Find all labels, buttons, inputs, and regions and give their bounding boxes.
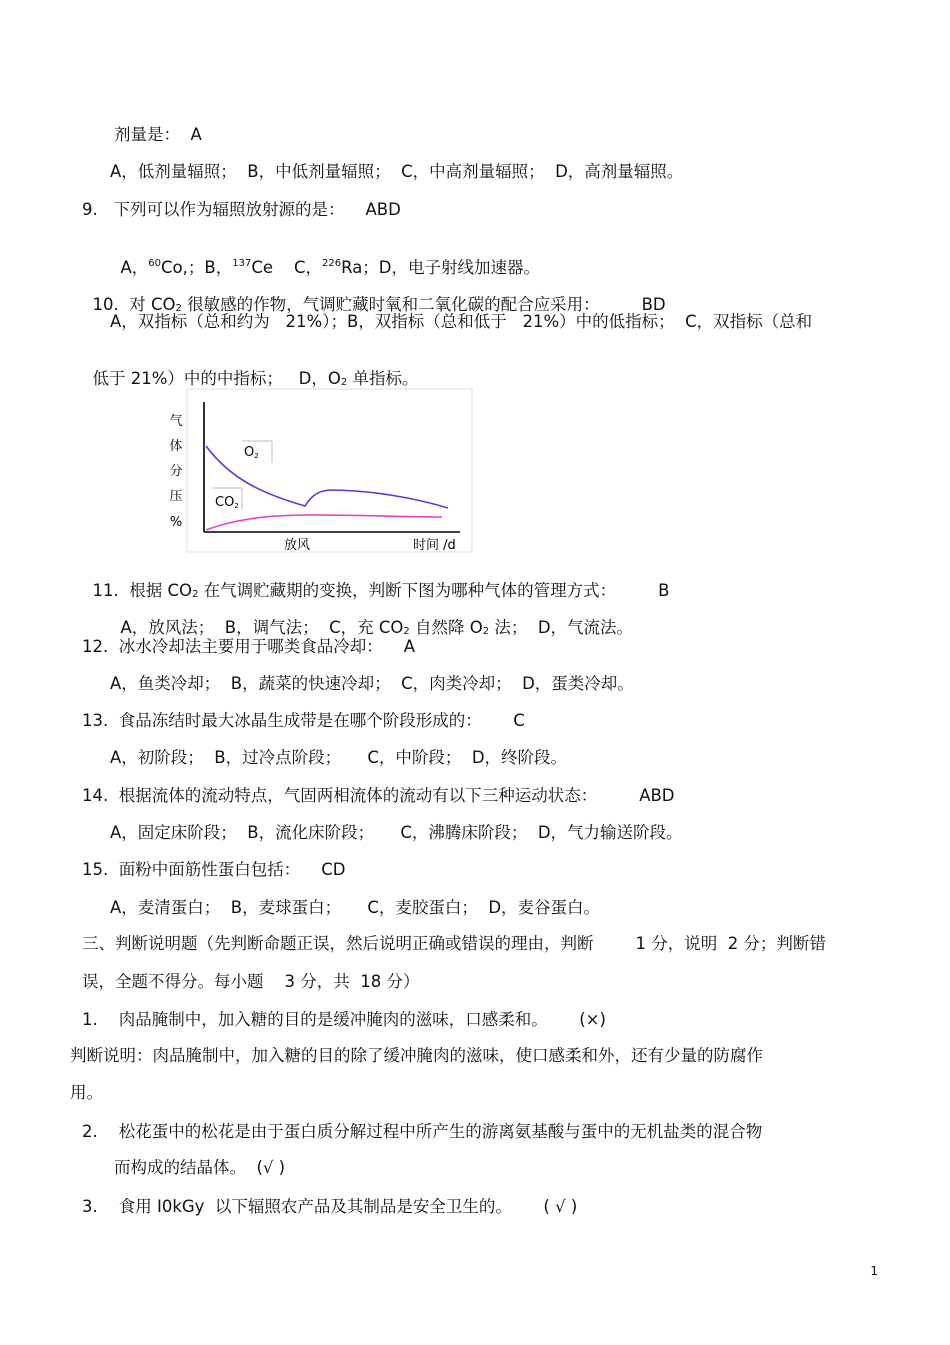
question-12-options xyxy=(110,674,634,694)
question-14-options xyxy=(110,823,683,843)
text-l07c: 单指标。 xyxy=(347,369,419,388)
ylabel-char: % xyxy=(169,515,183,530)
text-l03: 9. 下列可以作为辐照放射源的是： ABD xyxy=(82,200,401,219)
judge-2 xyxy=(82,1122,762,1142)
question-14 xyxy=(82,786,675,806)
ylabel-char: 体 xyxy=(169,439,183,454)
co2-label: CO2 xyxy=(215,495,239,510)
co2-curve xyxy=(206,515,442,530)
judge-2-cont xyxy=(114,1158,285,1178)
x-tick-label: 放风 xyxy=(284,538,311,553)
judge-1-explanation xyxy=(70,1046,763,1066)
ylabel-char: 分 xyxy=(169,464,183,479)
question-13 xyxy=(82,711,525,731)
text-l22: 用。 xyxy=(70,1083,103,1102)
text-l04a: A， xyxy=(120,258,149,277)
text-l08a: 11. 根据 CO xyxy=(92,581,192,600)
text-l11: A，鱼类冷却； B，蔬菜的快速冷却； C，肉类冷却； D，蛋类冷却。 xyxy=(110,674,634,693)
judge-3 xyxy=(82,1197,577,1217)
page-number: 1 xyxy=(870,1264,878,1278)
sub-2: 2 xyxy=(340,377,348,388)
text-l07a: 低于 21%）中的中指标； D，O xyxy=(92,369,341,388)
text-l21: 判断说明：肉品腌制中，加入糖的目的除了缓冲腌肉的滋味，使口感柔和外，还有少量的防腐作 xyxy=(70,1046,763,1065)
question-10-options-2 xyxy=(82,349,418,393)
section-3-heading-cont xyxy=(82,972,419,992)
text-l20: 1. 肉品腌制中，加入糖的目的是缓冲腌肉的滋味，口感柔和。 (×) xyxy=(82,1010,606,1029)
text-l01: 剂量是： A xyxy=(114,125,202,144)
text-l13: A，初阶段； B，过冷点阶段； C，中阶段； D，终阶段。 xyxy=(110,748,568,767)
ylabel-char: 气 xyxy=(169,414,183,429)
question-15 xyxy=(82,860,345,880)
text-l18: 三、判断说明题（先判断命题正误，然后说明正确或错误的理由，判断 1 分，说明 2 分；判断错 xyxy=(82,934,826,953)
text-l06: A，双指标（总和约为 21%）；B，双指标（总和低于 21%）中的低指标； C，双指标（总和 xyxy=(110,312,813,331)
sub-2: 2 xyxy=(403,626,410,637)
text-l16: 15. 面粉中面筋性蛋白包括： CD xyxy=(82,860,346,879)
text-l04c: Ce C， xyxy=(251,258,322,277)
sub-2: 2 xyxy=(191,589,199,600)
text-l08c: 在气调贮藏期的变换，判断下图为哪种气体的管理方式： B xyxy=(198,581,670,600)
figure-svg xyxy=(160,388,475,553)
text-l10: 12. 冰水冷却法主要用于哪类食品冷却： A xyxy=(82,637,415,656)
sub-2: 2 xyxy=(482,626,490,637)
question-9-options xyxy=(110,238,540,278)
line-dose-answer xyxy=(114,125,202,145)
sup-226: 226 xyxy=(322,258,342,269)
text-l24: 而构成的结晶体。 (√ ) xyxy=(114,1158,286,1177)
o2-label: O2 xyxy=(244,445,259,460)
text-l05c: 很敏感的作物，气调贮藏时氧和二氧化碳的配合应采用： BD xyxy=(181,295,666,314)
question-12 xyxy=(82,637,415,657)
text-l05a: 10. 对 CO xyxy=(92,295,176,314)
text-l17: A，麦清蛋白； B，麦球蛋白； C，麦胶蛋白； D，麦谷蛋白。 xyxy=(110,898,601,917)
text-l23: 2. 松花蛋中的松花是由于蛋白质分解过程中所产生的游离氨基酸与蛋中的无机盐类的混合物 xyxy=(82,1122,763,1141)
text-l14: 14. 根据流体的流动特点，气固两相流体的流动有以下三种运动状态： ABD xyxy=(82,786,675,805)
question-13-options xyxy=(110,748,567,768)
text-l09c: 自然降 O xyxy=(409,618,483,637)
text-l09a: A，放风法； B，调气法； C，充 CO xyxy=(120,618,404,637)
line-dose-options xyxy=(110,162,683,182)
sup-60: 60 xyxy=(148,258,162,269)
question-15-options xyxy=(110,898,600,918)
text-l04b: Co,；B， xyxy=(161,258,233,277)
text-l25: 3. 食用 I0kGy 以下辐照农产品及其制品是安全卫生的。 ( √ ) xyxy=(82,1197,578,1216)
question-10-options-1 xyxy=(110,312,812,332)
sub-2: 2 xyxy=(175,303,182,314)
x-axis-label: 时间 /d xyxy=(413,538,456,553)
question-9 xyxy=(82,200,401,220)
text-l09e: 法； D，气流法。 xyxy=(489,618,634,637)
gas-partial-pressure-figure xyxy=(160,388,475,553)
judge-1 xyxy=(82,1010,606,1030)
question-11-options xyxy=(110,598,633,642)
section-3-heading xyxy=(82,934,826,954)
sup-137: 137 xyxy=(232,258,252,269)
judge-1-explanation-cont xyxy=(70,1083,103,1103)
text-l19: 误，全题不得分。每小题 3 分，共 18 分） xyxy=(82,972,420,991)
ylabel-char: 压 xyxy=(169,489,183,504)
text-l12: 13. 食品冻结时最大冰晶生成带是在哪个阶段形成的： C xyxy=(82,711,525,730)
text-l04d: Ra；D，电子射线加速器。 xyxy=(341,258,541,277)
text-l02: A，低剂量辐照； B，中低剂量辐照； C，中高剂量辐照； D，高剂量辐照。 xyxy=(110,162,684,181)
text-l15: A，固定床阶段； B，流化床阶段； C，沸腾床阶段； D，气力输送阶段。 xyxy=(110,823,683,842)
